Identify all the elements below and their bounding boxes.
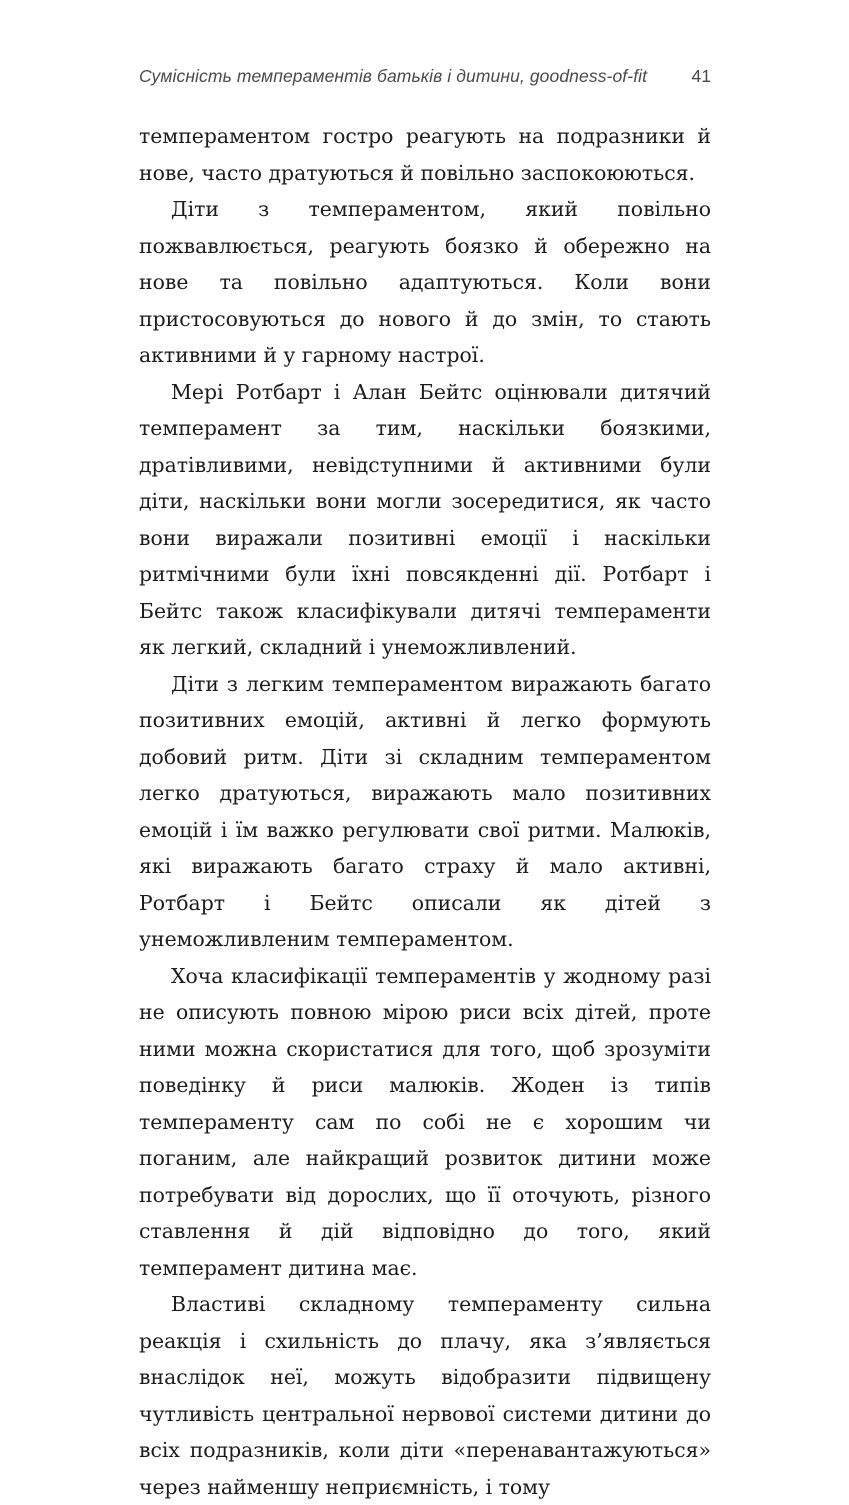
page-number: 41 [691, 66, 711, 86]
body-text [139, 118, 711, 1505]
paragraph: Хоча класифікації темпераментів у жодному разі не описують повною мірою риси всіх дітей, проте ними можна скористатися для того, щоб зрозуміти поведінку й риси малюків. Жоден із типів темпераменту сам по собі не є хорошим чи поганим, але найкращий розвиток дитини може потребувати від дорослих, що її оточують, різного ставлення й дій відповідно до того, який темперамент дитина має. [139, 963, 711, 1280]
paragraph: Діти з темпераментом, який повільно пожвавлюється, реагують боязко й обережно на нове та повільно адаптуються. Коли вони пристосовуються до нового й до змін, то стають активними й у гарному настрої. [139, 197, 711, 367]
running-head [139, 66, 711, 96]
paragraph-continuation: темпераментом гостро реагують на подразники й нове, часто дратуються й повільно заспокоюються. [139, 124, 711, 185]
paragraph: Властиві складному темпераменту сильна реакція і схильність до плачу, яка з’являється внаслідок неї, можуть відобразити підвищену чутливість центральної нервової системи дитини до всіх подразників, коли діти «перенавантажуються» через найменшу неприємність, і тому [139, 1292, 711, 1499]
paragraph: Мері Ротбарт і Алан Бейтс оцінювали дитячий темперамент за тим, наскільки боязкими, дратівливими, невідступними й активними були діти, наскільки вони могли зосередитися, як часто вони виражали позитивні емоції і наскільки ритмічними були їхні повсякденні дії. Ротбарт і Бейтс також класифікували дитячі темпераменти як легкий, складний і унеможливлений. [139, 379, 711, 659]
running-title: Сумісність темпераментів батьків і дитини, goodness-of-fit [139, 66, 648, 86]
paragraph: Діти з легким темпераментом виражають багато позитивних емоцій, активні й легко формують добовий ритм. Діти зі складним темпераментом легко дратуються, виражають мало позитивних емоцій і їм важко регулювати свої ритми. Малюків, які виражають багато страху й мало активні, Ротбарт і Бейтс описали як дітей з унеможливленим темпераментом. [139, 671, 711, 951]
